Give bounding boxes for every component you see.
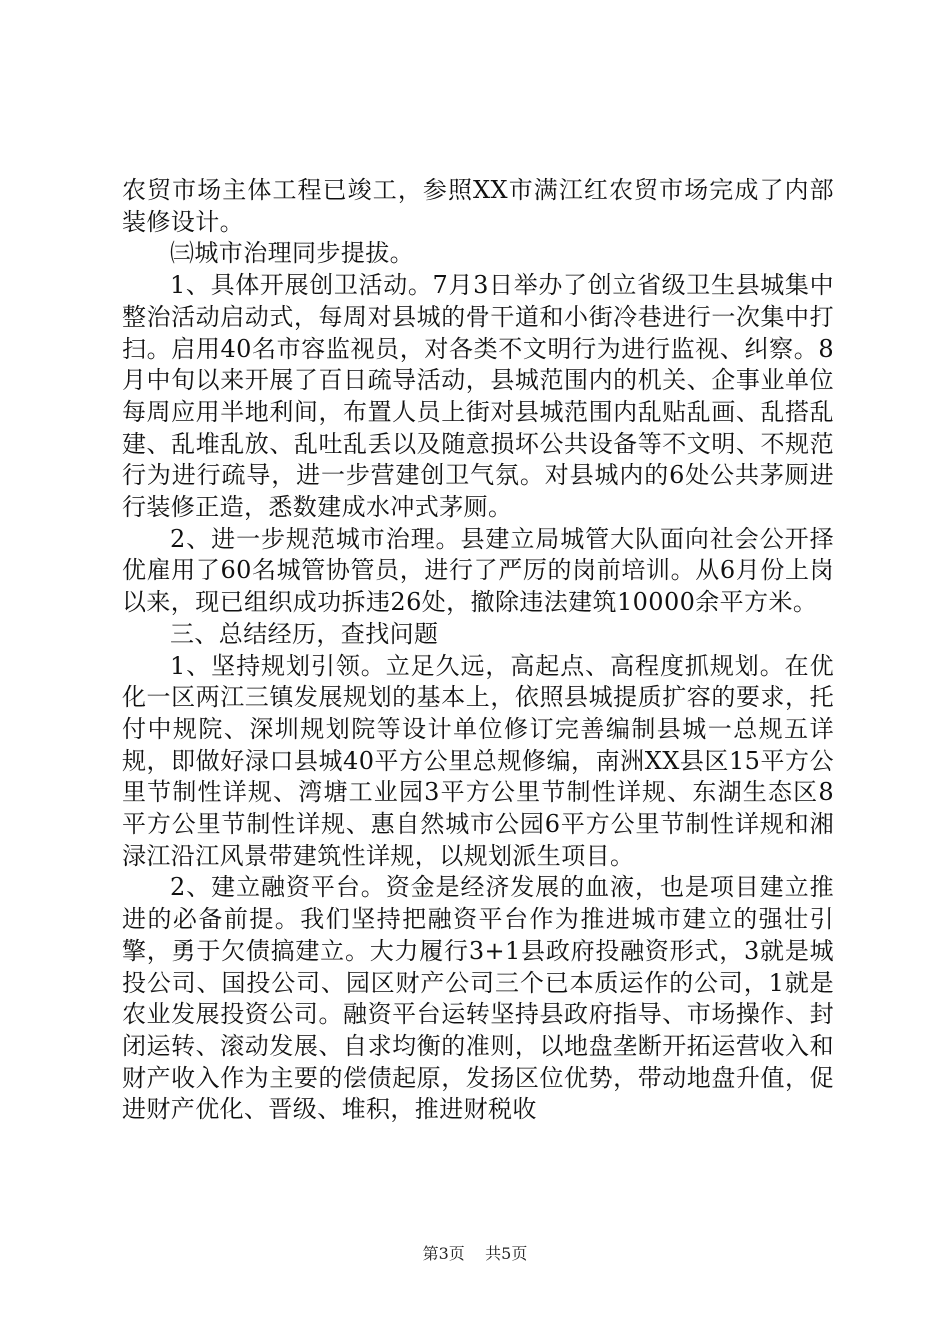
page-footer (0, 1244, 950, 1264)
section-heading-city-management: ㈢城市治理同步提拔。 (170, 239, 414, 268)
paragraph-financing-platform: 2、建立融资平台。资金是经济发展的血液，也是项目建立推进的必备前提。我们坚持把融资平台作为推进城市建立的强壮引擎，勇于欠债搞建立。大力履行3+1县政府投融资形式，3就是城投公司、国投公司、园区财产公司三个已本质运作的公司，1就是农业发展投资公司。融资平台运转坚持县政府指导、市场操作、封闭运转、滚动发展、自求均衡的准则，以地盘垄断开拓运营收入和财产收入作为主要的偿债起原，发扬区位优势，带动地盘升值，促进财产优化、晋级、堆积，推进财税收 (122, 873, 834, 1124)
section-heading-summary: 三、总结经历，查找问题 (170, 619, 439, 648)
page-number: 第3页 (422, 1244, 465, 1263)
document-body (122, 175, 834, 1126)
paragraph-planning: 1、坚持规划引领。立足久远，高起点、高程度抓规划。在优化一区两江三镇发展规划的基本上，依照县城提质扩容的要求，托付中规院、深圳规划院等设计单位修订完善编制县城一总规五详规，即做好渌口县城40平方公里总规修编，南洲XX县区15平方公里节制性详规、湾塘工业园3平方公里节制性详规、东湖生态区8平方公里节制性详规、惠自然城市公园6平方公里节制性详规和湘渌江沿江风景带建筑性详规，以规划派生项目。 (122, 651, 834, 870)
paragraph-city-governance: 2、进一步规范城市治理。县建立局城管大队面向社会公开择优雇用了60名城管协管员，进行了严厉的岗前培训。从6月份上岗以来，现已组织成功拆违26处，撤除违法建筑10000余平方米。 (122, 524, 834, 617)
paragraph-continuation: 农贸市场主体工程已竣工，参照XX市满江红农贸市场完成了内部装修设计。 (122, 176, 834, 236)
page-total: 共5页 (485, 1244, 528, 1263)
paragraph-sanitation-campaign: 1、具体开展创卫活动。7月3日举办了创立省级卫生县城集中整治活动启动式，每周对县城的骨干道和小街冷巷进行一次集中打扫。启用40名市容监视员，对各类不文明行为进行监视、纠察。8月中旬以来开展了百日疏导活动，县城范围内的机关、企事业单位每周应用半地利间，布置人员上街对县城范围内乱贴乱画、乱搭乱建、乱堆乱放、乱吐乱丢以及随意损坏公共设备等不文明、不规范行为进行疏导，进一步营建创卫气氛。对县城内的6处公共茅厕进行装修正造，悉数建成水冲式茅厕。 (122, 271, 834, 522)
